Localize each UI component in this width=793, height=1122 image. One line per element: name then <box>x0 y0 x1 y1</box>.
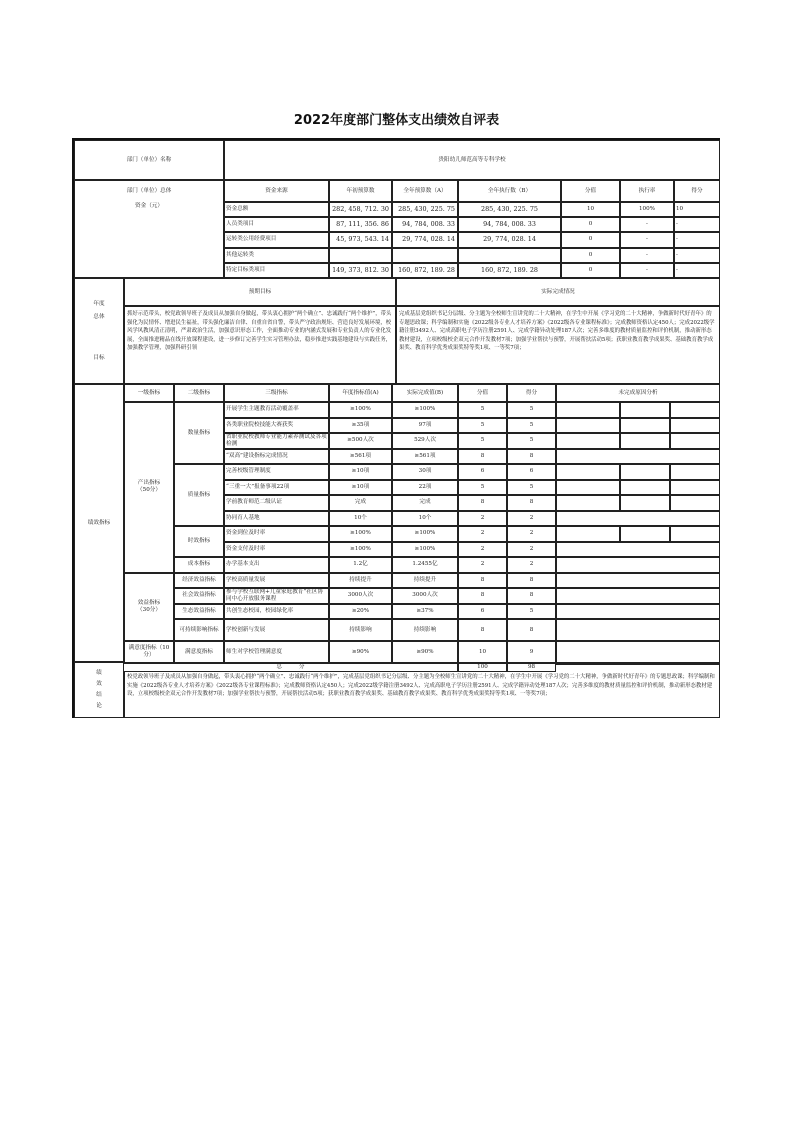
funds-label-line2: 资金（元） <box>135 203 163 209</box>
indicators-side-label: 绩效指标 <box>74 384 124 662</box>
indicator-weight: 10 <box>458 641 507 663</box>
level3-indicator-name: 共创生态校园，校园绿化率 <box>224 604 329 620</box>
unfinished-reason-cell <box>556 604 720 620</box>
funds-source: 资金总额 <box>224 202 329 217</box>
indicator-weight: 2 <box>458 557 507 573</box>
goals-side-label-line3: 目标 <box>93 354 105 361</box>
ind-header-level3: 三级指标 <box>224 384 329 402</box>
indicator-actual-value: ≥90% <box>392 641 458 663</box>
indicator-actual-value: ≥100% <box>392 526 458 542</box>
indicator-actual-value: 持续提升 <box>392 573 458 589</box>
funds-source: 特定目标类项目 <box>224 263 329 278</box>
level3-indicator-name: 学校高质量发展 <box>224 573 329 589</box>
indicator-weight: 5 <box>458 433 507 449</box>
unfinished-reason-cell <box>670 402 720 418</box>
indicator-target-value: ≥35项 <box>329 418 392 434</box>
level2-indicator: 数量指标 <box>174 402 224 464</box>
unfinished-reason-cell <box>670 464 720 480</box>
funds-rate: - <box>620 232 674 247</box>
unfinished-reason-cell <box>670 433 720 449</box>
level3-indicator-name: 各类职业院校技能大赛获奖 <box>224 418 329 434</box>
indicator-score: 8 <box>507 449 556 465</box>
indicator-score: 8 <box>507 619 556 641</box>
funds-annual: 285, 430, 225. 75 <box>392 202 458 217</box>
level3-indicator-name: 师生对学校管理满意度 <box>224 641 329 663</box>
indicator-actual-value: 22项 <box>392 480 458 496</box>
expected-goal-header: 预期目标 <box>124 278 396 306</box>
unfinished-reason-cell <box>556 542 720 558</box>
ind-header-score: 得分 <box>507 384 556 402</box>
level3-indicator-name: 协同育人基地 <box>224 511 329 527</box>
funds-label-line1: 部门（单位）总体 <box>126 188 172 194</box>
level2-indicator: 满意度指标 <box>174 641 224 663</box>
unfinished-reason-cell <box>620 495 670 511</box>
indicator-target-value: ≥20% <box>329 604 392 620</box>
conclusion-side-char: 结 <box>96 692 102 698</box>
unfinished-reason-cell <box>556 641 720 663</box>
actual-result-header: 实际完成情况 <box>396 278 720 306</box>
unfinished-reason-cell <box>670 526 720 542</box>
level1-indicator-points: （50分） <box>137 487 161 494</box>
funds-source: 人员类项目 <box>224 217 329 232</box>
funds-rate: 100% <box>620 202 674 217</box>
indicator-actual-value: 持续影响 <box>392 619 458 641</box>
unfinished-reason-cell <box>670 418 720 434</box>
indicator-actual-value: 1.2455亿 <box>392 557 458 573</box>
indicator-score: 5 <box>507 604 556 620</box>
unfinished-reason-cell <box>620 480 670 496</box>
funds-score: - <box>674 232 720 247</box>
indicator-weight: 2 <box>458 511 507 527</box>
unfinished-reason-cell <box>620 418 670 434</box>
indicator-actual-value: 10个 <box>392 511 458 527</box>
indicator-target-value: ≥100% <box>329 526 392 542</box>
unfinished-reason-cell <box>556 619 720 641</box>
indicator-score: 6 <box>507 464 556 480</box>
unfinished-reason-cell <box>556 480 620 496</box>
indicator-actual-value: 529人次 <box>392 433 458 449</box>
indicator-score: 2 <box>507 511 556 527</box>
dept-name-value: 贵阳幼儿师范高等专科学校 <box>224 140 720 180</box>
unfinished-reason-cell <box>620 433 670 449</box>
indicator-weight: 6 <box>458 464 507 480</box>
unfinished-reason-cell <box>556 418 620 434</box>
level3-indicator-name: 学前教育师范二级认证 <box>224 495 329 511</box>
unfinished-reason-cell <box>556 433 620 449</box>
unfinished-reason-cell <box>556 449 720 465</box>
funds-initial: 87, 111, 356. 86 <box>329 217 392 232</box>
unfinished-reason-cell <box>556 526 620 542</box>
unfinished-reason-cell <box>670 495 720 511</box>
funds-executed: 29, 774, 028. 14 <box>458 232 561 247</box>
indicator-weight: 5 <box>458 480 507 496</box>
unfinished-reason-cell <box>556 573 720 589</box>
expected-goal-text: 抓好示范带头，校党政领导班子及成员从加强自身做起，带头衷心拥护“两个确立”、忠诚践行“两个维护”，带头强化为民情怀、增进民生福祉，带头强化廉洁自律、自重自省自警，带头严守政治规矩、营造良好发展环境，校风学风教风清正清明，严肃政治生活，加强意识形态工作，全面推动专业的内涵式发展和专业负责人的专业化发展，全面推进精品在线开放课程建设，进一步修订完善学生实习管理办法，稳步推进实践基地建设与实践任务，加强教学管理，加强科研引领 <box>124 306 396 384</box>
ind-header-target: 年度指标值(A) <box>329 384 392 402</box>
level1-indicator-points: （30分） <box>137 606 161 613</box>
funds-weight: 0 <box>561 232 620 247</box>
level3-indicator-name: 开展学生主题教育活动覆盖率 <box>224 402 329 418</box>
unfinished-reason-cell <box>620 464 670 480</box>
indicator-score: 9 <box>507 641 556 663</box>
indicator-weight: 8 <box>458 495 507 511</box>
indicator-target-value: ≥561项 <box>329 449 392 465</box>
funds-header-rate: 执行率 <box>620 180 674 202</box>
funds-annual: 29, 774, 028. 14 <box>392 232 458 247</box>
funds-score: - <box>674 248 720 263</box>
performance-evaluation-table <box>72 138 720 718</box>
funds-weight: 10 <box>561 202 620 217</box>
level3-indicator-name: 办学基本支出 <box>224 557 329 573</box>
unfinished-reason-cell <box>556 557 720 573</box>
level3-indicator-name: “双高”建设指标完成情况 <box>224 449 329 465</box>
indicator-actual-value: 30项 <box>392 464 458 480</box>
funds-header-source: 资金来源 <box>224 180 329 202</box>
indicator-weight: 8 <box>458 573 507 589</box>
indicator-weight: 2 <box>458 542 507 558</box>
indicator-weight: 8 <box>458 588 507 604</box>
funds-executed: 285, 430, 225. 75 <box>458 202 561 217</box>
indicator-score: 2 <box>507 542 556 558</box>
funds-header-annual: 全年预算数（A） <box>392 180 458 202</box>
indicator-target-value: 3000人次 <box>329 588 392 604</box>
indicator-target-value: ≥100% <box>329 542 392 558</box>
unfinished-reason-cell <box>556 511 720 527</box>
conclusion-side-label <box>74 662 124 718</box>
indicator-score: 8 <box>507 573 556 589</box>
indicator-actual-value: 97项 <box>392 418 458 434</box>
total-label: 总 分 <box>124 663 458 672</box>
funds-score: 10 <box>674 202 720 217</box>
indicator-score: 5 <box>507 418 556 434</box>
indicator-score: 2 <box>507 557 556 573</box>
indicator-weight: 8 <box>458 619 507 641</box>
level3-indicator-name: 学校创新与发展 <box>224 619 329 641</box>
ind-header-level1: 一级指标 <box>124 384 174 402</box>
ind-header-reason: 未完成原因分析 <box>556 384 720 402</box>
level3-indicator-name: 完善校级管理制度 <box>224 464 329 480</box>
funds-header-weight: 分值 <box>561 180 620 202</box>
unfinished-reason-cell <box>620 402 670 418</box>
level2-indicator: 可持续影响指标 <box>174 619 224 641</box>
level3-indicator-name: 省职业院校教师专业能力素养测试及各项检测 <box>224 433 329 449</box>
funds-rate: - <box>620 263 674 278</box>
funds-score: - <box>674 263 720 278</box>
unfinished-reason-cell <box>556 495 620 511</box>
ind-header-actual: 实际完成值(B) <box>392 384 458 402</box>
level2-indicator: 生态效益指标 <box>174 604 224 620</box>
indicator-actual-value: ≥100% <box>392 402 458 418</box>
indicator-target-value: ≥10项 <box>329 464 392 480</box>
conclusion-side-char: 绩 <box>96 670 102 676</box>
indicator-target-value: 完成 <box>329 495 392 511</box>
funds-header-initial: 年初预算数 <box>329 180 392 202</box>
conclusion-side-char: 效 <box>96 681 102 687</box>
funds-header-score: 得分 <box>674 180 720 202</box>
funds-initial <box>329 248 392 263</box>
indicator-score: 8 <box>507 495 556 511</box>
indicator-actual-value: ≥100% <box>392 542 458 558</box>
funds-executed <box>458 248 561 263</box>
level1-indicator <box>124 573 174 642</box>
page-title: 2022年度部门整体支出绩效自评表 <box>293 113 500 128</box>
level3-indicator-name: “三重一大”报备事项22项 <box>224 480 329 496</box>
indicator-weight: 5 <box>458 402 507 418</box>
funds-annual: 94, 784, 008. 33 <box>392 217 458 232</box>
funds-initial: 149, 373, 812. 30 <box>329 263 392 278</box>
level1-indicator <box>124 402 174 573</box>
level1-indicator <box>124 641 174 663</box>
funds-annual <box>392 248 458 263</box>
level3-indicator-name: 资金到位及时率 <box>224 526 329 542</box>
total-score: 98 <box>507 663 556 672</box>
indicator-score: 5 <box>507 402 556 418</box>
indicator-weight: 5 <box>458 418 507 434</box>
indicator-target-value: 1.2亿 <box>329 557 392 573</box>
level1-indicator-label: 效益指标 <box>137 599 161 606</box>
unfinished-reason-cell <box>556 464 620 480</box>
funds-weight: 0 <box>561 263 620 278</box>
level3-indicator-name: 参与学校互联网+儿童家庭教育”社区协同中心开放服务课程 <box>224 588 329 604</box>
indicator-weight: 2 <box>458 526 507 542</box>
unfinished-reason-cell <box>556 402 620 418</box>
funds-header-executed: 全年执行数（B） <box>458 180 561 202</box>
funds-source: 其他运转类 <box>224 248 329 263</box>
indicator-target-value: 10个 <box>329 511 392 527</box>
indicator-score: 8 <box>507 588 556 604</box>
funds-score: - <box>674 217 720 232</box>
indicator-score: 5 <box>507 433 556 449</box>
funds-label <box>74 180 224 278</box>
total-weight: 100 <box>458 663 507 672</box>
indicator-target-value: ≥90% <box>329 641 392 663</box>
level2-indicator: 经济效益指标 <box>174 573 224 589</box>
indicator-target-value: 持续影响 <box>329 619 392 641</box>
indicator-actual-value: 3000人次 <box>392 588 458 604</box>
indicator-actual-value: ≥37% <box>392 604 458 620</box>
level1-indicator-label: 满意度指标（10分） <box>128 645 170 658</box>
funds-rate: - <box>620 217 674 232</box>
dept-name-label: 部门（单位）名称 <box>74 140 224 180</box>
unfinished-reason-cell <box>556 588 720 604</box>
indicator-score: 2 <box>507 526 556 542</box>
ind-header-weight: 分值 <box>458 384 507 402</box>
funds-annual: 160, 872, 189. 28 <box>392 263 458 278</box>
funds-weight: 0 <box>561 248 620 263</box>
level2-indicator: 成本指标 <box>174 557 224 573</box>
level2-indicator: 质量指标 <box>174 464 224 526</box>
level2-indicator: 社会效益指标 <box>174 588 224 604</box>
level1-indicator-label: 产出指标 <box>137 480 161 487</box>
indicator-target-value: ≥100% <box>329 402 392 418</box>
unfinished-reason-cell <box>670 480 720 496</box>
funds-weight: 0 <box>561 217 620 232</box>
indicator-target-value: ≥500人次 <box>329 433 392 449</box>
funds-initial: 282, 458, 712. 30 <box>329 202 392 217</box>
indicator-score: 5 <box>507 480 556 496</box>
indicator-target-value: 持续提升 <box>329 573 392 589</box>
actual-result-text: 完成基层党组织书记分层级、分主题为全校师生宣讲党的二十大精神，在学生中开展《学习党的二十大精神，争做新时代好青年》的专题思政课；科学编制和实施《2022级各专业人才培养方案》《2022级各专业课程标准》；完成教师资格认定450人；完成2022级学籍注册3492人、完成高职电子学历注册2591人、完成学籍异动处理187人次；完善多维度的教材质量监控和评价机制，推动新形态教材建设，立项校级校企双元合作开发教材7项；加强学业帮扶与预警，开展帮扶活动5项；获职业教育教学成果奖、基础教育教学成果奖、教育科学优秀成果奖特等奖1项、一等奖7项； <box>396 306 720 384</box>
indicator-weight: 6 <box>458 604 507 620</box>
goals-side-label-line2: 总体 <box>93 313 105 320</box>
indicator-target-value: ≥10项 <box>329 480 392 496</box>
funds-source: 运转类公用经费项目 <box>224 232 329 247</box>
unfinished-reason-cell <box>620 526 670 542</box>
funds-executed: 160, 872, 189. 28 <box>458 263 561 278</box>
indicator-actual-value: 完成 <box>392 495 458 511</box>
conclusion-text: 校党政领导班子及成员从加强自身做起，带头衷心拥护“两个确立”、忠诚践行“两个维护”，完成基层党组织书记分层级、分主题为全校师生宣讲党的二十大精神，在学生中开展《学习党的二十大精神，争做新时代好青年》的专题思政课；科学编制和实施《2022级各专业人才培养方案》《2022级各专业课程标准》；完成教师资格认定450人；完成2022级学籍注册3492人、完成高职电子学历注册2591人、完成学籍异动处理187人次；完善多维度的教材质量监控和评价机制，推动新形态教材建设，立项校级校企双元合作开发教材7项；加强学业帮扶与预警，开展帮扶活动5项；获职业教育教学成果奖、基础教育教学成果奖、教育科学优秀成果奖特等奖1项、一等奖7项； <box>124 662 720 718</box>
funds-rate: - <box>620 248 674 263</box>
total-reason <box>556 663 720 665</box>
conclusion-side-char: 论 <box>96 703 102 709</box>
funds-initial: 45, 973, 543. 14 <box>329 232 392 247</box>
indicator-actual-value: ≥561项 <box>392 449 458 465</box>
level3-indicator-name: 资金支付及时率 <box>224 542 329 558</box>
funds-executed: 94, 784, 008. 33 <box>458 217 561 232</box>
ind-header-level2: 二级指标 <box>174 384 224 402</box>
goals-side-label-line1: 年度 <box>93 300 105 307</box>
goals-side-label <box>74 278 124 384</box>
indicator-weight: 8 <box>458 449 507 465</box>
level2-indicator: 时效指标 <box>174 526 224 557</box>
